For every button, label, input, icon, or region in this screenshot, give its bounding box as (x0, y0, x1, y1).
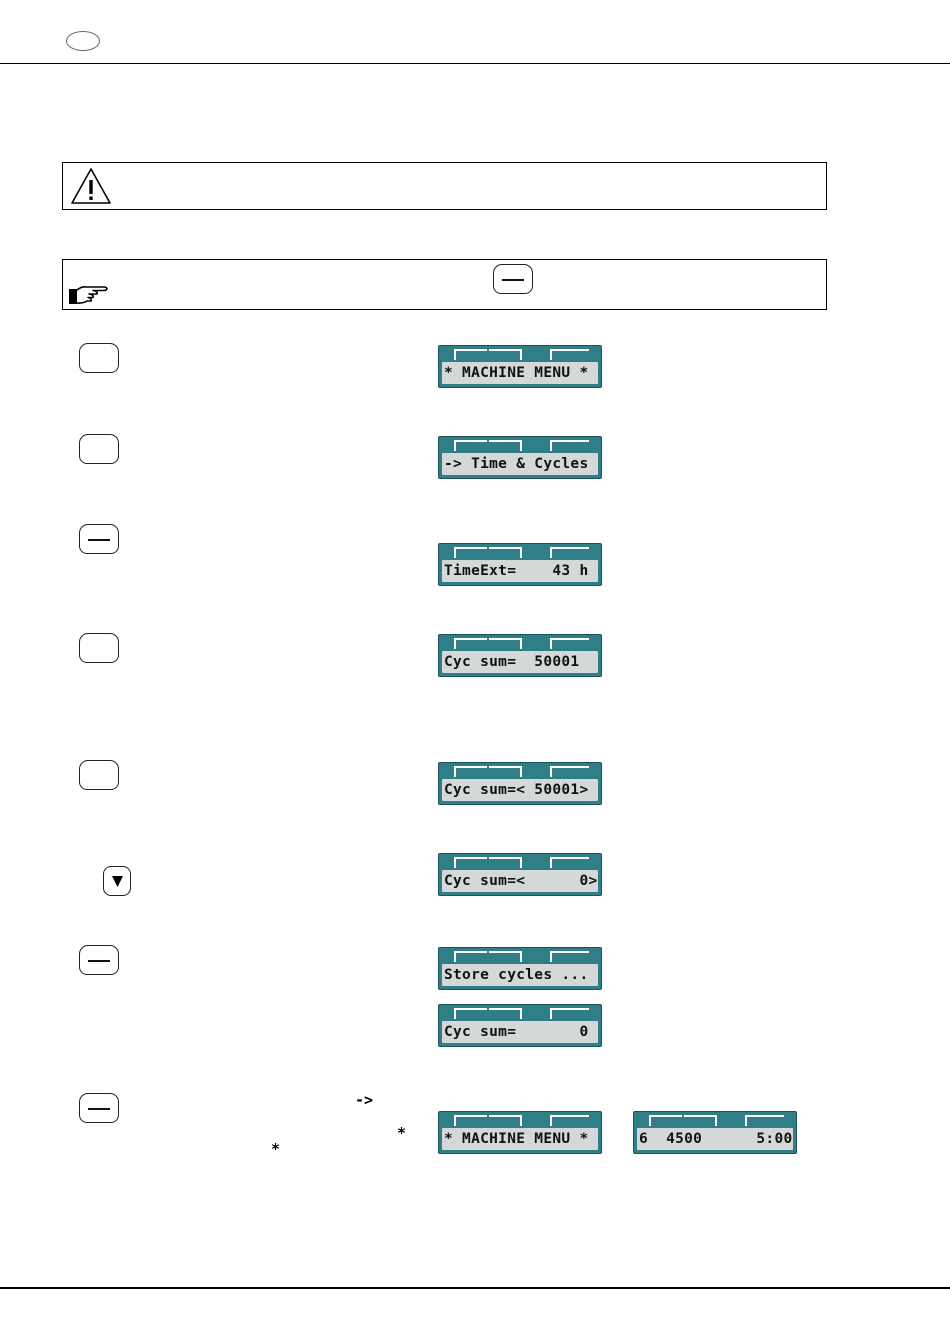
lcd-display (633, 1111, 797, 1154)
warning-triangle-icon (69, 166, 113, 206)
lcd-display (438, 947, 602, 990)
lcd-text: Cyc sum= 50001 (442, 651, 598, 673)
language-badge (66, 31, 100, 51)
lcd-text: Store cycles ... (442, 964, 598, 986)
note-box (62, 259, 827, 310)
key-icon (79, 633, 119, 663)
enter-key-icon (79, 524, 119, 554)
header-rule (0, 63, 950, 64)
key-icon (79, 343, 119, 373)
lcd-text: -> Time & Cycles (442, 453, 598, 475)
lcd-text: Cyc sum=< 50001> (442, 779, 598, 801)
arrow-symbol: -> (355, 1091, 374, 1109)
star-symbol: * (397, 1124, 407, 1142)
lcd-text: Cyc sum= 0 (442, 1021, 598, 1043)
lcd-text: * MACHINE MENU * (442, 1128, 598, 1150)
lcd-text: 6 4500 5:00 (637, 1128, 793, 1150)
lcd-text: Cyc sum=< 0> (442, 870, 598, 892)
lcd-display (438, 543, 602, 586)
lcd-display (438, 1004, 602, 1047)
star-symbol: * (271, 1140, 281, 1158)
lcd-display (438, 762, 602, 805)
enter-key-icon (79, 1093, 119, 1123)
lcd-display (438, 853, 602, 896)
enter-key-icon (493, 264, 533, 294)
warning-box (62, 162, 827, 210)
arrow-down-key-icon (103, 866, 131, 896)
enter-key-icon (79, 945, 119, 975)
key-icon (79, 434, 119, 464)
key-icon (79, 760, 119, 790)
lcd-display (438, 1111, 602, 1154)
lcd-display (438, 436, 602, 479)
footer-rule (0, 1287, 950, 1289)
lcd-display (438, 634, 602, 677)
lcd-text: * MACHINE MENU * (442, 362, 598, 384)
pointing-hand-icon (67, 282, 111, 306)
lcd-display (438, 345, 602, 388)
lcd-text: TimeExt= 43 h (442, 560, 598, 582)
